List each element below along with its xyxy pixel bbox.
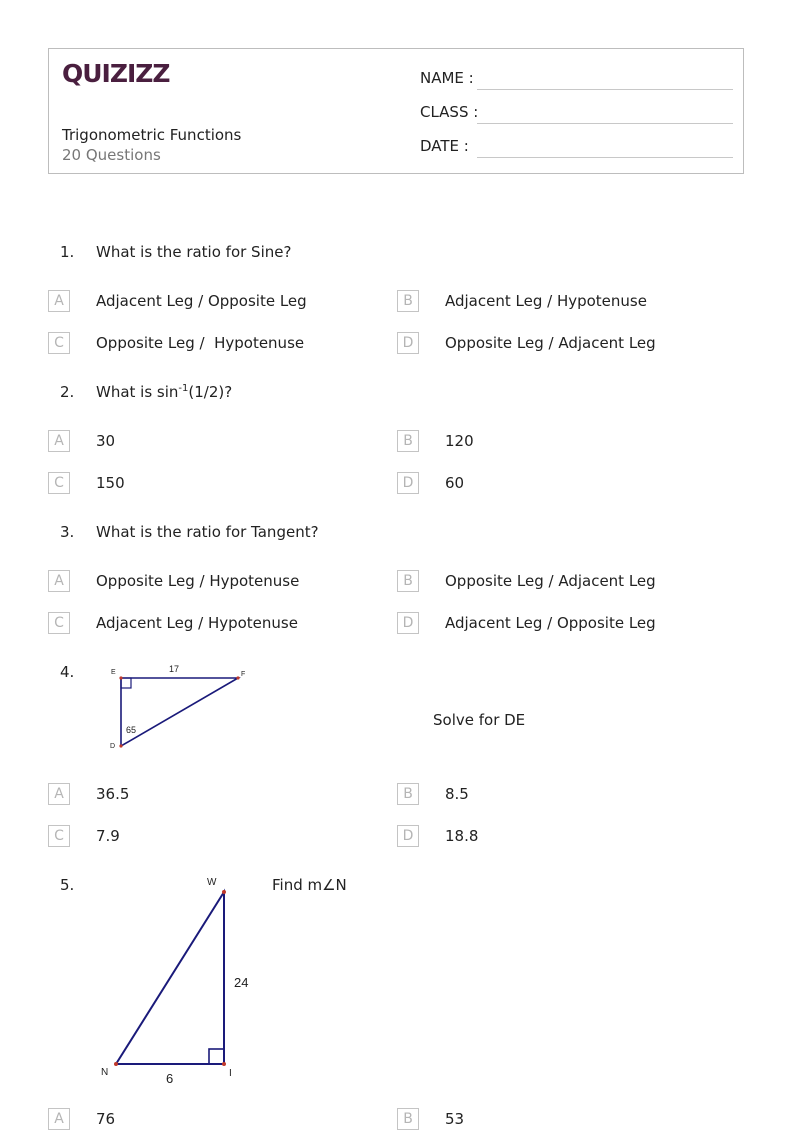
question-number: 1. bbox=[60, 243, 75, 261]
vertex-dot bbox=[222, 1062, 226, 1066]
vertex-dot bbox=[236, 676, 239, 679]
triangle-wni bbox=[116, 892, 224, 1064]
name-label: NAME : bbox=[420, 69, 474, 87]
right-angle-marker bbox=[209, 1049, 224, 1064]
worksheet-title: Trigonometric Functions bbox=[62, 126, 242, 144]
question-number: 4. bbox=[60, 663, 75, 681]
option-text: 7.9 bbox=[96, 827, 120, 845]
option-letter[interactable]: C bbox=[48, 332, 70, 354]
question-text: Find m∠N bbox=[272, 876, 347, 894]
class-field[interactable] bbox=[477, 123, 733, 124]
option-text: Adjacent Leg / Hypotenuse bbox=[96, 614, 298, 632]
option-letter[interactable]: A bbox=[48, 290, 70, 312]
option-letter[interactable]: B bbox=[397, 290, 419, 312]
side-length-ef: 17 bbox=[169, 664, 180, 674]
worksheet-header bbox=[48, 48, 744, 174]
triangle-def bbox=[121, 678, 238, 746]
name-field[interactable] bbox=[477, 89, 733, 90]
date-field[interactable] bbox=[477, 157, 733, 158]
question-text: What is the ratio for Tangent? bbox=[96, 523, 319, 541]
option-text: 36.5 bbox=[96, 785, 130, 803]
option-text: 8.5 bbox=[445, 785, 469, 803]
vertex-dot bbox=[119, 744, 122, 747]
option-letter[interactable]: A bbox=[48, 1108, 70, 1130]
date-label: DATE : bbox=[420, 137, 469, 155]
option-text: Adjacent Leg / Hypotenuse bbox=[445, 292, 647, 310]
option-letter[interactable]: B bbox=[397, 430, 419, 452]
option-letter[interactable]: A bbox=[48, 783, 70, 805]
option-text: 60 bbox=[445, 474, 465, 492]
option-text: Opposite Leg / Adjacent Leg bbox=[445, 572, 656, 590]
option-text: Opposite Leg / Adjacent Leg bbox=[445, 334, 656, 352]
option-letter[interactable]: C bbox=[48, 825, 70, 847]
question-number: 3. bbox=[60, 523, 75, 541]
option-text: Adjacent Leg / Opposite Leg bbox=[96, 292, 307, 310]
angle-label-d: 65 bbox=[126, 725, 137, 735]
option-letter[interactable]: C bbox=[48, 472, 70, 494]
vertex-label-n: N bbox=[101, 1067, 109, 1078]
quizizz-logo: QUIZIZZ bbox=[62, 59, 170, 88]
vertex-label-f: F bbox=[241, 671, 246, 678]
question-number: 2. bbox=[60, 383, 75, 401]
option-letter[interactable]: B bbox=[397, 570, 419, 592]
option-text: 30 bbox=[96, 432, 116, 450]
vertex-label-i: I bbox=[229, 1068, 232, 1079]
vertex-label-w: W bbox=[207, 877, 217, 888]
triangle-wni-figure bbox=[95, 870, 265, 1090]
side-length-ni: 6 bbox=[166, 1071, 174, 1086]
option-letter[interactable]: D bbox=[397, 612, 419, 634]
option-text: Opposite Leg / Hypotenuse bbox=[96, 334, 305, 352]
option-text: 76 bbox=[96, 1110, 116, 1128]
option-letter[interactable]: D bbox=[397, 332, 419, 354]
side-length-wi: 24 bbox=[234, 975, 249, 990]
option-letter[interactable]: A bbox=[48, 430, 70, 452]
vertex-label-d: D bbox=[110, 743, 116, 750]
option-text: 53 bbox=[445, 1110, 465, 1128]
question-number: 5. bbox=[60, 876, 75, 894]
option-letter[interactable]: B bbox=[397, 783, 419, 805]
question-count: 20 Questions bbox=[62, 146, 161, 164]
option-text: Adjacent Leg / Opposite Leg bbox=[445, 614, 656, 632]
vertex-dot bbox=[114, 1062, 118, 1066]
option-text: 120 bbox=[445, 432, 474, 450]
option-letter[interactable]: B bbox=[397, 1108, 419, 1130]
vertex-dot bbox=[222, 890, 226, 894]
question-text: What is $\sin^{-1}(1/2)$? bbox=[96, 383, 233, 401]
option-letter[interactable]: D bbox=[397, 472, 419, 494]
option-letter[interactable]: A bbox=[48, 570, 70, 592]
option-text: Opposite Leg / Hypotenuse bbox=[96, 572, 300, 590]
option-text: 18.8 bbox=[445, 827, 479, 845]
class-label: CLASS : bbox=[420, 103, 479, 121]
option-text: 150 bbox=[96, 474, 125, 492]
triangle-def-figure bbox=[100, 660, 260, 755]
option-letter[interactable]: D bbox=[397, 825, 419, 847]
vertex-label-e: E bbox=[111, 669, 116, 676]
vertex-dot bbox=[119, 676, 122, 679]
right-angle-marker bbox=[121, 678, 131, 688]
option-letter[interactable]: C bbox=[48, 612, 70, 634]
question-text: Solve for DE bbox=[433, 711, 526, 729]
question-text: What is the ratio for Sine? bbox=[96, 243, 292, 261]
